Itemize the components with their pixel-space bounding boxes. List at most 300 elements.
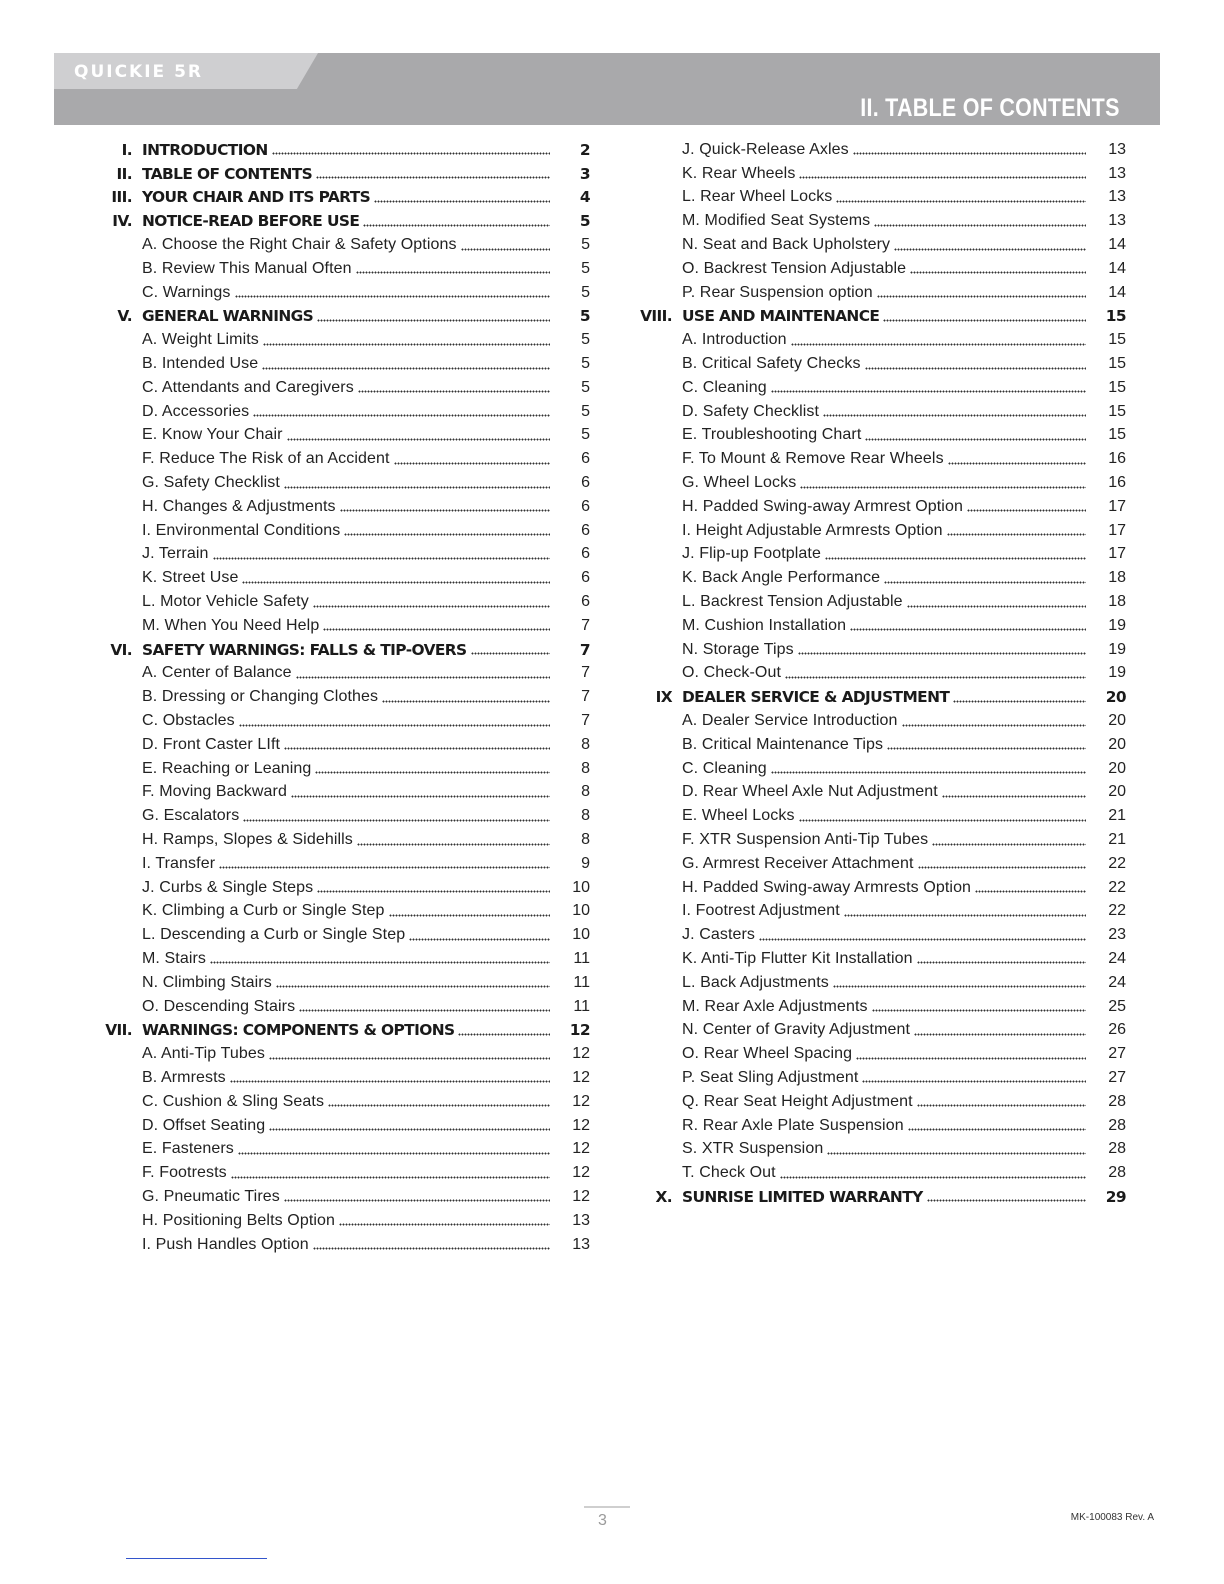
toc-subsection-entry[interactable] xyxy=(100,1066,590,1090)
toc-subsection-entry[interactable] xyxy=(100,685,590,709)
dot-leader xyxy=(291,793,550,799)
toc-entry-title: C. Obstacles xyxy=(142,712,235,730)
toc-subsection-entry[interactable] xyxy=(100,852,590,876)
toc-entry-number: VII. xyxy=(105,1021,132,1040)
toc-subsection-entry[interactable] xyxy=(100,733,590,757)
dot-leader xyxy=(967,508,1086,514)
dot-leader xyxy=(865,365,1086,371)
toc-subsection-entry[interactable] xyxy=(640,1066,1126,1090)
toc-entry-title: J. Terrain xyxy=(142,545,209,563)
toc-subsection-entry[interactable] xyxy=(640,614,1126,638)
toc-entry-title: M. Rear Axle Adjustments xyxy=(682,997,868,1015)
toc-section-entry[interactable] xyxy=(100,162,590,186)
dot-leader xyxy=(771,389,1086,395)
toc-subsection-entry[interactable] xyxy=(100,1161,590,1185)
toc-entry-title: H. Changes & Adjustments xyxy=(142,497,336,515)
toc-entry-page: 10 xyxy=(572,902,590,920)
dot-leader xyxy=(409,936,550,942)
dot-leader xyxy=(932,841,1086,847)
toc-entry-title: C. Warnings xyxy=(142,283,231,301)
dot-leader xyxy=(833,984,1086,990)
dot-leader xyxy=(213,555,550,561)
toc-entry-page: 10 xyxy=(572,926,590,944)
toc-subsection-entry[interactable] xyxy=(640,471,1126,495)
toc-entry-page: 27 xyxy=(1108,1068,1126,1086)
toc-entry-title: K. Rear Wheels xyxy=(682,164,796,182)
dot-leader xyxy=(836,198,1086,204)
dot-leader xyxy=(242,579,550,585)
toc-entry-page: 7 xyxy=(581,712,590,730)
toc-entry-page: 15 xyxy=(1108,426,1126,444)
link-underline xyxy=(126,1558,267,1559)
dot-leader xyxy=(313,1246,550,1252)
toc-subsection-entry[interactable] xyxy=(100,757,590,781)
toc-entry-page: 17 xyxy=(1108,497,1126,515)
toc-entry-page: 20 xyxy=(1108,735,1126,753)
toc-entry-page: 21 xyxy=(1108,831,1126,848)
toc-subsection-entry[interactable] xyxy=(100,1185,590,1209)
dot-leader xyxy=(358,389,550,395)
toc-entry-title: A. Dealer Service Introduction xyxy=(682,712,898,730)
toc-entry-title: A. Weight Limits xyxy=(142,331,259,349)
toc-entry-title: F. Footrests xyxy=(142,1164,227,1182)
toc-subsection-entry[interactable] xyxy=(640,162,1126,186)
toc-entry-page: 27 xyxy=(1108,1045,1126,1063)
toc-entry-title: I. Push Handles Option xyxy=(142,1235,309,1253)
toc-entry-page: 28 xyxy=(1108,1116,1126,1134)
toc-section-entry[interactable] xyxy=(640,1185,1126,1209)
toc-entry-title: T. Check Out xyxy=(682,1164,776,1182)
dot-leader xyxy=(907,603,1086,609)
toc-entry-page: 8 xyxy=(581,735,590,753)
toc-subsection-entry[interactable] xyxy=(640,947,1126,971)
dot-leader xyxy=(894,246,1086,252)
toc-entry-page: 18 xyxy=(1108,593,1126,611)
toc-subsection-entry[interactable] xyxy=(100,257,590,281)
toc-section-entry[interactable] xyxy=(100,186,590,210)
toc-subsection-entry[interactable] xyxy=(100,614,590,638)
toc-subsection-entry[interactable] xyxy=(100,495,590,519)
dot-leader xyxy=(323,627,550,633)
toc-entry-title: K. Anti-Tip Flutter Kit Installation xyxy=(682,949,913,967)
toc-section-entry[interactable] xyxy=(640,685,1126,709)
dot-leader xyxy=(243,817,550,823)
toc-entry-page: 12 xyxy=(572,1116,590,1134)
toc-section-entry[interactable] xyxy=(100,638,590,662)
toc-entry-page: 11 xyxy=(573,973,590,991)
toc-subsection-entry[interactable] xyxy=(640,233,1126,257)
dot-leader xyxy=(239,722,550,728)
toc-entry-page: 11 xyxy=(573,949,590,967)
toc-entry-title: M. Cushion Installation xyxy=(682,616,847,634)
toc-entry-page: 5 xyxy=(581,402,590,420)
toc-entry-title: I. Transfer xyxy=(142,854,216,872)
toc-entry-title: C. Attendants and Caregivers xyxy=(142,378,354,396)
dot-leader xyxy=(874,222,1086,228)
toc-subsection-entry[interactable] xyxy=(640,971,1126,995)
toc-subsection-entry[interactable] xyxy=(100,233,590,257)
toc-entry-title: R. Rear Axle Plate Suspension xyxy=(682,1116,904,1134)
toc-subsection-entry[interactable] xyxy=(100,519,590,543)
dot-leader xyxy=(313,603,550,609)
dot-leader xyxy=(382,698,550,704)
toc-entry-title: A. Choose the Right Chair & Safety Options xyxy=(142,236,457,254)
toc-subsection-entry[interactable] xyxy=(100,995,590,1019)
toc-entry-page: 5 xyxy=(581,236,590,254)
toc-subsection-entry[interactable] xyxy=(640,1137,1126,1161)
dot-leader xyxy=(284,1198,550,1204)
toc-entry-page: 7 xyxy=(579,640,590,659)
toc-entry-page: 7 xyxy=(581,616,590,634)
toc-entry-page: 10 xyxy=(572,878,590,896)
dot-leader xyxy=(917,960,1086,966)
toc-entry-page: 12 xyxy=(572,1140,590,1158)
toc-entry-title: B. Review This Manual Often xyxy=(142,259,352,277)
toc-entry-title: L. Rear Wheel Locks xyxy=(682,188,833,206)
toc-subsection-entry[interactable] xyxy=(640,828,1126,852)
dot-leader xyxy=(759,936,1086,942)
toc-entry-number: VI. xyxy=(110,640,132,659)
toc-entry-page: 9 xyxy=(581,854,590,872)
toc-subsection-entry[interactable] xyxy=(100,804,590,828)
dot-leader xyxy=(356,270,550,276)
toc-subsection-entry[interactable] xyxy=(100,590,590,614)
toc-entry-page: 13 xyxy=(1108,212,1126,230)
dot-leader xyxy=(287,436,550,442)
toc-subsection-entry[interactable] xyxy=(640,876,1126,900)
toc-entry-title: E. Wheel Locks xyxy=(682,807,795,825)
toc-subsection-entry[interactable] xyxy=(640,1018,1126,1042)
toc-subsection-entry[interactable] xyxy=(640,590,1126,614)
toc-entry-title: G. Safety Checklist xyxy=(142,474,280,492)
toc-entry-page: 20 xyxy=(1108,712,1126,730)
toc-entry-page: 13 xyxy=(1108,140,1126,158)
toc-entry-page: 20 xyxy=(1108,759,1126,777)
toc-subsection-entry[interactable] xyxy=(100,1042,590,1066)
toc-entry-title: H. Padded Swing-away Armrest Option xyxy=(682,497,963,515)
toc-subsection-entry[interactable] xyxy=(640,352,1126,376)
dot-leader xyxy=(800,484,1086,490)
toc-entry-title: H. Positioning Belts Option xyxy=(142,1211,336,1229)
toc-subsection-entry[interactable] xyxy=(640,995,1126,1019)
toc-entry-title: E. Troubleshooting Chart xyxy=(682,426,862,444)
dot-leader xyxy=(339,1222,550,1228)
toc-subsection-entry[interactable] xyxy=(640,566,1126,590)
toc-entry-title: M. Stairs xyxy=(142,949,207,967)
toc-entry-title: C. Cushion & Sling Seats xyxy=(142,1092,325,1110)
toc-entry-page: 7 xyxy=(581,664,590,682)
dot-leader xyxy=(340,508,550,514)
toc-entry-page: 6 xyxy=(581,545,590,563)
toc-entry-page: 15 xyxy=(1105,307,1126,326)
toc-entry-number: I. xyxy=(121,140,132,159)
toc-section-entry[interactable] xyxy=(100,209,590,233)
toc-subsection-entry[interactable] xyxy=(640,328,1126,352)
toc-entry-title: F. XTR Suspension Anti-Tip Tubes xyxy=(682,831,929,848)
dot-leader xyxy=(910,270,1086,276)
toc-subsection-entry[interactable] xyxy=(640,638,1126,662)
toc-subsection-entry[interactable] xyxy=(640,281,1126,305)
dot-leader xyxy=(780,1174,1086,1180)
toc-entry-page: 20 xyxy=(1105,688,1126,707)
dot-leader xyxy=(948,460,1086,466)
dot-leader xyxy=(771,770,1086,776)
toc-entry-page: 28 xyxy=(1108,1140,1126,1158)
toc-entry-number: III. xyxy=(111,188,132,207)
toc-entry-page: 12 xyxy=(572,1187,590,1205)
toc-entry-title: C. Cleaning xyxy=(682,378,767,396)
toc-entry-page: 4 xyxy=(579,188,590,207)
dot-leader xyxy=(798,651,1086,657)
dot-leader xyxy=(887,746,1086,752)
toc-entry-title: DEALER SERVICE & ADJUSTMENT xyxy=(682,688,950,707)
toc-entry-title: WARNINGS: COMPONENTS & OPTIONS xyxy=(142,1021,455,1040)
dot-leader xyxy=(269,1055,550,1061)
dot-leader xyxy=(823,413,1086,419)
toc-entry-title: B. Armrests xyxy=(142,1068,226,1086)
dot-leader xyxy=(315,770,550,776)
dot-leader xyxy=(883,317,1086,323)
toc-entry-page: 12 xyxy=(572,1164,590,1182)
toc-entry-title: H. Ramps, Slopes & Sidehills xyxy=(142,831,353,848)
dot-leader xyxy=(394,460,550,466)
toc-entry-title: I. Footrest Adjustment xyxy=(682,902,840,920)
toc-entry-page: 5 xyxy=(581,426,590,444)
dot-leader xyxy=(825,555,1086,561)
toc-entry-title: N. Storage Tips xyxy=(682,640,794,658)
toc-entry-title: A. Introduction xyxy=(682,331,787,349)
toc-subsection-entry[interactable] xyxy=(100,566,590,590)
toc-entry-title: O. Rear Wheel Spacing xyxy=(682,1045,853,1063)
toc-subsection-entry[interactable] xyxy=(640,447,1126,471)
toc-entry-title: K. Street Use xyxy=(142,569,239,587)
toc-entry-page: 13 xyxy=(1108,188,1126,206)
toc-entry-page: 16 xyxy=(1108,450,1126,468)
toc-subsection-entry[interactable] xyxy=(100,1090,590,1114)
toc-entry-title: J. Quick-Release Axles xyxy=(682,140,849,158)
toc-subsection-entry[interactable] xyxy=(640,209,1126,233)
toc-subsection-entry[interactable] xyxy=(640,400,1126,424)
toc-section-entry[interactable] xyxy=(640,305,1126,329)
toc-subsection-entry[interactable] xyxy=(100,281,590,305)
toc-entry-page: 19 xyxy=(1108,616,1126,634)
toc-entry-number: V. xyxy=(117,307,132,326)
dot-leader xyxy=(862,1079,1086,1085)
dot-leader xyxy=(284,746,550,752)
toc-entry-title: YOUR CHAIR AND ITS PARTS xyxy=(142,188,371,207)
dot-leader xyxy=(884,579,1086,585)
toc-entry-page: 6 xyxy=(581,593,590,611)
toc-entry-page: 25 xyxy=(1108,997,1126,1015)
dot-leader xyxy=(799,175,1086,181)
dot-leader xyxy=(230,1079,550,1085)
toc-entry-page: 26 xyxy=(1108,1021,1126,1039)
dot-leader xyxy=(357,841,550,847)
toc-entry-page: 12 xyxy=(569,1021,590,1040)
toc-entry-number: X. xyxy=(655,1187,672,1206)
toc-entry-title: G. Armrest Receiver Attachment xyxy=(682,854,914,872)
toc-entry-page: 19 xyxy=(1108,664,1126,682)
toc-subsection-entry[interactable] xyxy=(640,424,1126,448)
toc-entry-page: 18 xyxy=(1108,569,1126,587)
toc-subsection-entry[interactable] xyxy=(100,328,590,352)
toc-entry-title: J. Casters xyxy=(682,926,756,944)
toc-entry-page: 15 xyxy=(1108,355,1126,373)
toc-subsection-entry[interactable] xyxy=(640,1090,1126,1114)
toc-subsection-entry[interactable] xyxy=(640,1161,1126,1185)
dot-leader xyxy=(471,651,550,657)
dot-leader xyxy=(317,317,550,323)
toc-subsection-entry[interactable] xyxy=(640,852,1126,876)
toc-entry-page: 22 xyxy=(1108,854,1126,872)
toc-entry-page: 19 xyxy=(1108,640,1126,658)
toc-subsection-entry[interactable] xyxy=(100,376,590,400)
dot-leader xyxy=(263,341,550,347)
toc-entry-title: GENERAL WARNINGS xyxy=(142,307,314,326)
toc-entry-title: SAFETY WARNINGS: FALLS & TIP-OVERS xyxy=(142,640,467,659)
toc-subsection-entry[interactable] xyxy=(640,186,1126,210)
toc-entry-page: 5 xyxy=(579,307,590,326)
toc-subsection-entry[interactable] xyxy=(640,662,1126,686)
toc-section-entry[interactable] xyxy=(100,1018,590,1042)
toc-subsection-entry[interactable] xyxy=(100,400,590,424)
toc-entry-page: 20 xyxy=(1108,783,1126,801)
toc-subsection-entry[interactable] xyxy=(100,662,590,686)
toc-subsection-entry[interactable] xyxy=(640,709,1126,733)
toc-subsection-entry[interactable] xyxy=(640,543,1126,567)
toc-entry-title: N. Climbing Stairs xyxy=(142,973,272,991)
toc-right-column xyxy=(640,138,1126,1209)
dot-leader xyxy=(461,246,550,252)
toc-entry-page: 14 xyxy=(1108,283,1126,301)
dot-leader xyxy=(844,912,1086,918)
toc-subsection-entry[interactable] xyxy=(100,828,590,852)
toc-entry-page: 14 xyxy=(1108,236,1126,254)
toc-subsection-entry[interactable] xyxy=(100,709,590,733)
section-title: II. TABLE OF CONTENTS xyxy=(860,94,1120,122)
toc-subsection-entry[interactable] xyxy=(640,1114,1126,1138)
toc-entry-title: D. Front Caster LIft xyxy=(142,735,281,753)
toc-subsection-entry[interactable] xyxy=(640,781,1126,805)
toc-subsection-entry[interactable] xyxy=(640,1042,1126,1066)
page-number: 3 xyxy=(598,1512,607,1529)
dot-leader xyxy=(253,413,550,419)
dot-leader xyxy=(299,1008,550,1014)
toc-subsection-entry[interactable] xyxy=(640,519,1126,543)
toc-entry-page: 6 xyxy=(581,474,590,492)
dot-leader xyxy=(276,984,550,990)
toc-subsection-entry[interactable] xyxy=(100,900,590,924)
toc-subsection-entry[interactable] xyxy=(100,1233,590,1257)
toc-entry-page: 8 xyxy=(581,783,590,801)
toc-subsection-entry[interactable] xyxy=(100,923,590,947)
toc-entry-title: G. Pneumatic Tires xyxy=(142,1187,280,1205)
toc-entry-title: J. Flip-up Footplate xyxy=(682,545,821,563)
toc-subsection-entry[interactable] xyxy=(640,733,1126,757)
dot-leader xyxy=(344,532,550,538)
toc-entry-title: L. Motor Vehicle Safety xyxy=(142,593,309,611)
toc-entry-page: 24 xyxy=(1108,949,1126,967)
dot-leader xyxy=(296,674,550,680)
dot-leader xyxy=(316,175,550,181)
toc-subsection-entry[interactable] xyxy=(100,1209,590,1233)
toc-subsection-entry[interactable] xyxy=(640,900,1126,924)
toc-subsection-entry[interactable] xyxy=(100,1114,590,1138)
toc-subsection-entry[interactable] xyxy=(100,447,590,471)
toc-entry-title: N. Center of Gravity Adjustment xyxy=(682,1021,911,1039)
toc-entry-number: II. xyxy=(116,164,132,183)
toc-subsection-entry[interactable] xyxy=(640,376,1126,400)
dot-leader xyxy=(272,151,550,157)
dot-leader xyxy=(853,151,1086,157)
dot-leader xyxy=(953,698,1086,704)
toc-subsection-entry[interactable] xyxy=(640,495,1126,519)
toc-entry-page: 14 xyxy=(1108,259,1126,277)
toc-entry-title: B. Intended Use xyxy=(142,355,259,373)
toc-entry-page: 8 xyxy=(581,807,590,825)
toc-subsection-entry[interactable] xyxy=(100,543,590,567)
toc-entry-page: 13 xyxy=(572,1211,590,1229)
toc-entry-page: 8 xyxy=(581,831,590,848)
toc-section-entry[interactable] xyxy=(100,138,590,162)
dot-leader xyxy=(872,1008,1086,1014)
dot-leader xyxy=(210,960,550,966)
dot-leader xyxy=(269,1127,550,1133)
toc-subsection-entry[interactable] xyxy=(100,424,590,448)
toc-entry-page: 5 xyxy=(579,212,590,231)
dot-leader xyxy=(799,817,1086,823)
toc-subsection-entry[interactable] xyxy=(100,352,590,376)
toc-entry-title: Q. Rear Seat Height Adjustment xyxy=(682,1092,913,1110)
toc-subsection-entry[interactable] xyxy=(640,804,1126,828)
toc-subsection-entry[interactable] xyxy=(640,257,1126,281)
dot-leader xyxy=(856,1055,1086,1061)
dot-leader xyxy=(238,1150,550,1156)
dot-leader xyxy=(458,1031,550,1037)
dot-leader xyxy=(975,889,1086,895)
toc-entry-title: M. When You Need Help xyxy=(142,616,320,634)
toc-subsection-entry[interactable] xyxy=(100,876,590,900)
toc-subsection-entry[interactable] xyxy=(640,757,1126,781)
toc-subsection-entry[interactable] xyxy=(100,947,590,971)
toc-entry-title: SUNRISE LIMITED WARRANTY xyxy=(682,1187,923,1206)
toc-subsection-entry[interactable] xyxy=(640,138,1126,162)
toc-entry-page: 17 xyxy=(1108,545,1126,563)
toc-entry-title: NOTICE-READ BEFORE USE xyxy=(142,212,360,231)
toc-entry-title: E. Know Your Chair xyxy=(142,426,283,444)
toc-entry-title: A. Anti-Tip Tubes xyxy=(142,1045,265,1063)
toc-entry-page: 28 xyxy=(1108,1164,1126,1182)
toc-entry-title: B. Critical Maintenance Tips xyxy=(682,735,884,753)
toc-subsection-entry[interactable] xyxy=(100,781,590,805)
toc-entry-title: L. Backrest Tension Adjustable xyxy=(682,593,903,611)
toc-subsection-entry[interactable] xyxy=(640,923,1126,947)
toc-entry-title: C. Cleaning xyxy=(682,759,767,777)
toc-entry-page: 15 xyxy=(1108,331,1126,349)
toc-entry-page: 8 xyxy=(581,759,590,777)
toc-subsection-entry[interactable] xyxy=(100,1137,590,1161)
dot-leader xyxy=(917,1103,1086,1109)
toc-entry-title: L. Descending a Curb or Single Step xyxy=(142,926,406,944)
toc-entry-title: E. Reaching or Leaning xyxy=(142,759,312,777)
toc-entry-title: F. To Mount & Remove Rear Wheels xyxy=(682,450,944,468)
toc-section-entry[interactable] xyxy=(100,305,590,329)
toc-subsection-entry[interactable] xyxy=(100,971,590,995)
toc-subsection-entry[interactable] xyxy=(100,471,590,495)
toc-entry-title: F. Moving Backward xyxy=(142,783,287,801)
toc-entry-title: S. XTR Suspension xyxy=(682,1140,824,1158)
toc-entry-title: O. Backrest Tension Adjustable xyxy=(682,259,907,277)
